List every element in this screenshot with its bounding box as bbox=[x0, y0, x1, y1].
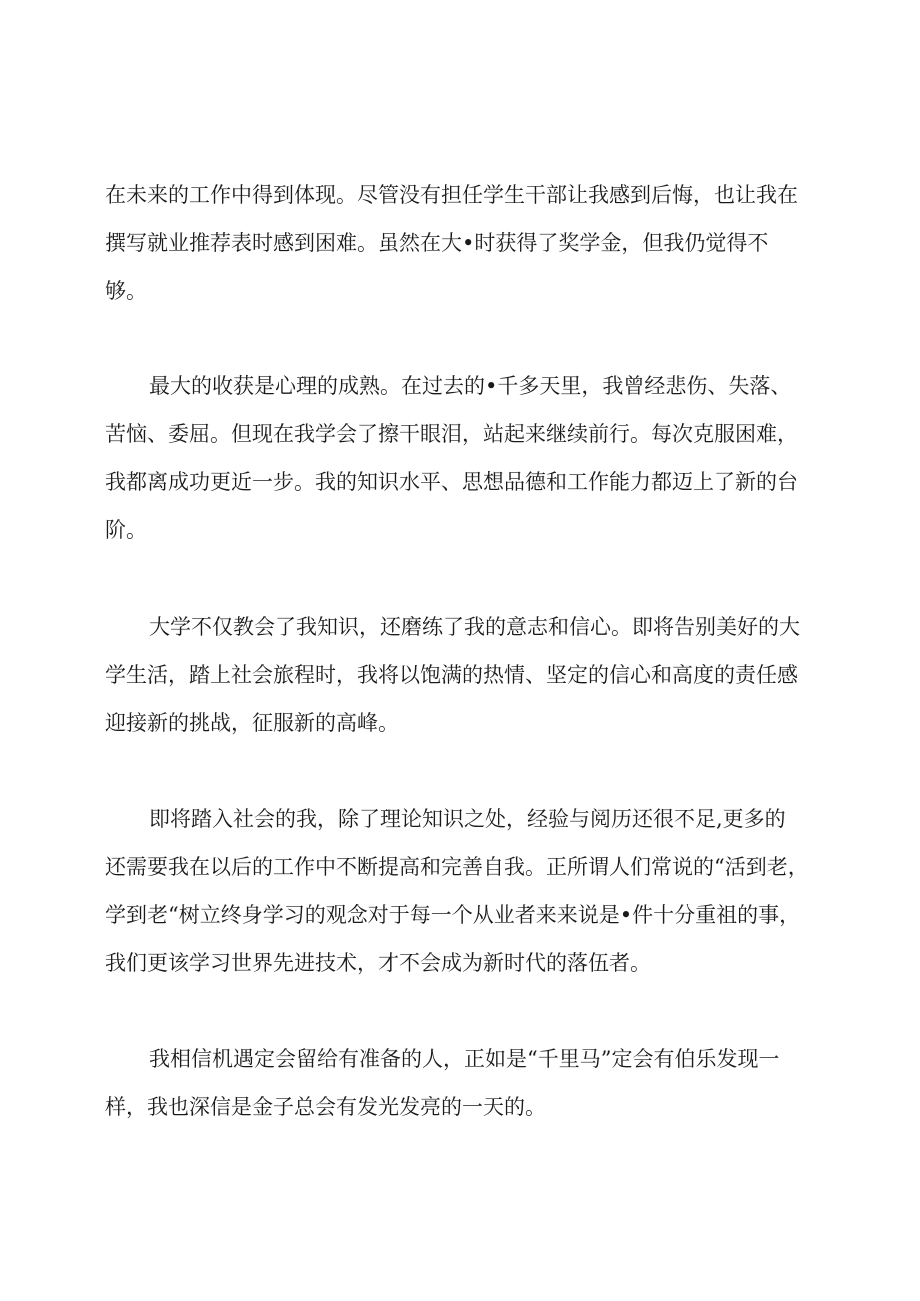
paragraph-line: 苦恼、委屈。但现在我学会了擦干眼泪，站起来继续前行。每次克服困难， bbox=[105, 422, 798, 446]
paragraph-line: 还需要我在以后的工作中不断提高和完善自我。正所谓人们常说的“活到老， bbox=[105, 855, 809, 879]
paragraph-line: 在未来的工作中得到体现。尽管没有担任学生干部让我感到后悔，也让我在 bbox=[105, 183, 798, 207]
paragraph-line: 学到老“树立终身学习的观念对于每一个从业者来来说是•件十分重祖的事， bbox=[105, 903, 801, 927]
paragraph-line: 撰写就业推荐表时感到困难。虽然在大•时获得了奖学金，但我仍觉得不 bbox=[105, 231, 769, 255]
paragraph-line: 够。 bbox=[105, 279, 147, 303]
paragraph-line: 即将踏入社会的我，除了理论知识之处，经验与阅历还很不足,更多的 bbox=[149, 807, 786, 831]
paragraph-line: 我都离成功更近一步。我的知识水平、思想品德和工作能力都迈上了新的台 bbox=[105, 470, 798, 494]
paragraph-line: 阶。 bbox=[105, 518, 147, 542]
paragraph-line: 大学不仅教会了我知识，还磨练了我的意志和信心。即将告别美好的大 bbox=[149, 615, 800, 639]
paragraph-line: 最大的收获是心理的成熟。在过去的•千多天里，我曾经悲伤、失落、 bbox=[149, 374, 792, 398]
paragraph-line: 我相信机遇定会留给有准备的人，正如是“千里马”定会有伯乐发现一 bbox=[149, 1047, 780, 1071]
paragraph-line: 学生活，踏上社会旅程时，我将以饱满的热情、坚定的信心和高度的责任感 bbox=[105, 663, 798, 687]
paragraph-2 bbox=[105, 362, 825, 554]
paragraph-line: 样，我也深信是金子总会有发光发亮的一天的。 bbox=[105, 1095, 546, 1119]
paragraph-1 bbox=[105, 171, 825, 315]
paragraph-4 bbox=[105, 795, 825, 987]
paragraph-line: 迎接新的挑战，征服新的高峰。 bbox=[105, 711, 399, 735]
paragraph-5 bbox=[105, 1035, 825, 1131]
paragraph-3 bbox=[105, 603, 825, 747]
paragraph-line: 我们更该学习世界先进技术，才不会成为新时代的落伍者。 bbox=[105, 951, 651, 975]
